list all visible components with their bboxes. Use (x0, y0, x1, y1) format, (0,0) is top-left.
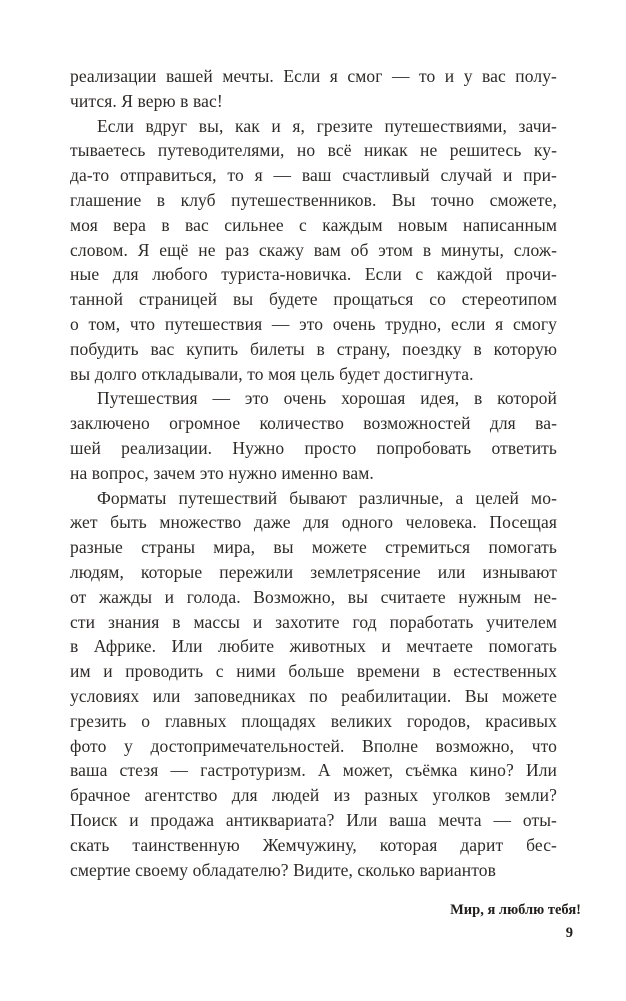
text-line: о том, что путешествия — это очень трудно, если я смогу (70, 313, 557, 334)
text-line: ваша стезя — гастротуризм. А может, съёмка кино? Или (70, 760, 557, 781)
text-line: Путешествия — это очень хорошая идея, в которой (97, 388, 557, 409)
text-line: словом. Я ещё не раз скажу вам об этом в минуты, слож- (70, 239, 557, 260)
text-line: реализации вашей мечты. Если я смог — то и у вас полу- (70, 66, 557, 86)
running-title: Мир, я люблю тебя! (450, 902, 581, 918)
text-line: побудить вас купить билеты в страну, поездку в которую (70, 338, 557, 359)
text-line: условиях или заповедниках по реабилитации. Вы можете (70, 685, 557, 706)
text-line: моя вера в вас сильнее с каждым новым написанным (70, 214, 557, 235)
text-line: скать таинственную Жемчужину, которая дарит бес- (70, 834, 557, 855)
paragraph (70, 386, 557, 485)
text-line: разные страны мира, вы можете стремиться помогать (70, 537, 557, 558)
text-line: танной страницей вы будете прощаться со стереотипом (70, 289, 557, 310)
text-line: смертие своему обладателю? Видите, сколько вариантов (70, 859, 496, 880)
page-number: 9 (565, 925, 573, 941)
text-line: грезить о главных площадях великих городов, красивых (70, 710, 557, 731)
text-line: в Африке. Или любите животных и мечтаете помогать (70, 636, 557, 657)
text-line: шей реализации. Нужно просто попробовать ответить (70, 437, 557, 458)
text-line: Форматы путешествий бывают различные, а целей мо- (97, 487, 557, 508)
text-line: фото у достопримечательностей. Вполне возможно, что (70, 735, 557, 756)
text-line: сти знания в массы и захотите год поработать учителем (70, 611, 557, 632)
page-footer (450, 902, 581, 942)
text-line: Если вдруг вы, как и я, грезите путешествиями, зачи- (97, 115, 557, 136)
text-line: жет быть множество даже для одного человека. Посещая (70, 512, 557, 533)
text-line: от жажды и голода. Возможно, вы считаете нужным не- (70, 586, 557, 607)
text-line: им и проводить с ними больше времени в естественных (70, 661, 557, 682)
text-line: заключено огромное количество возможностей для ва- (70, 413, 557, 434)
text-line: вы долго откладывали, то моя цель будет достигнута. (70, 363, 474, 384)
paragraph (70, 114, 557, 387)
text-line: да-то отправиться, то я — ваш счастливый случай и при- (70, 165, 557, 186)
text-line: чится. Я верю в вас! (70, 90, 223, 111)
text-line: на вопрос, зачем это нужно именно вам. (70, 462, 374, 483)
paragraph (70, 64, 557, 114)
text-line: брачное агентство для людей из разных уголков земли? (70, 785, 557, 806)
text-line: ные для любого туриста-новичка. Если с каждой прочи- (70, 264, 557, 285)
text-line: Поиск и продажа антиквариата? Или ваша мечта — оты- (70, 809, 557, 830)
text-line: глашение в клуб путешественников. Вы точно сможете, (70, 189, 557, 210)
text-line: людям, которые пережили землетрясение или изнывают (70, 561, 557, 582)
page-text (70, 64, 557, 882)
paragraph (70, 486, 557, 883)
text-line: тываетесь путеводителями, но всё никак не решитесь ку- (70, 140, 557, 161)
